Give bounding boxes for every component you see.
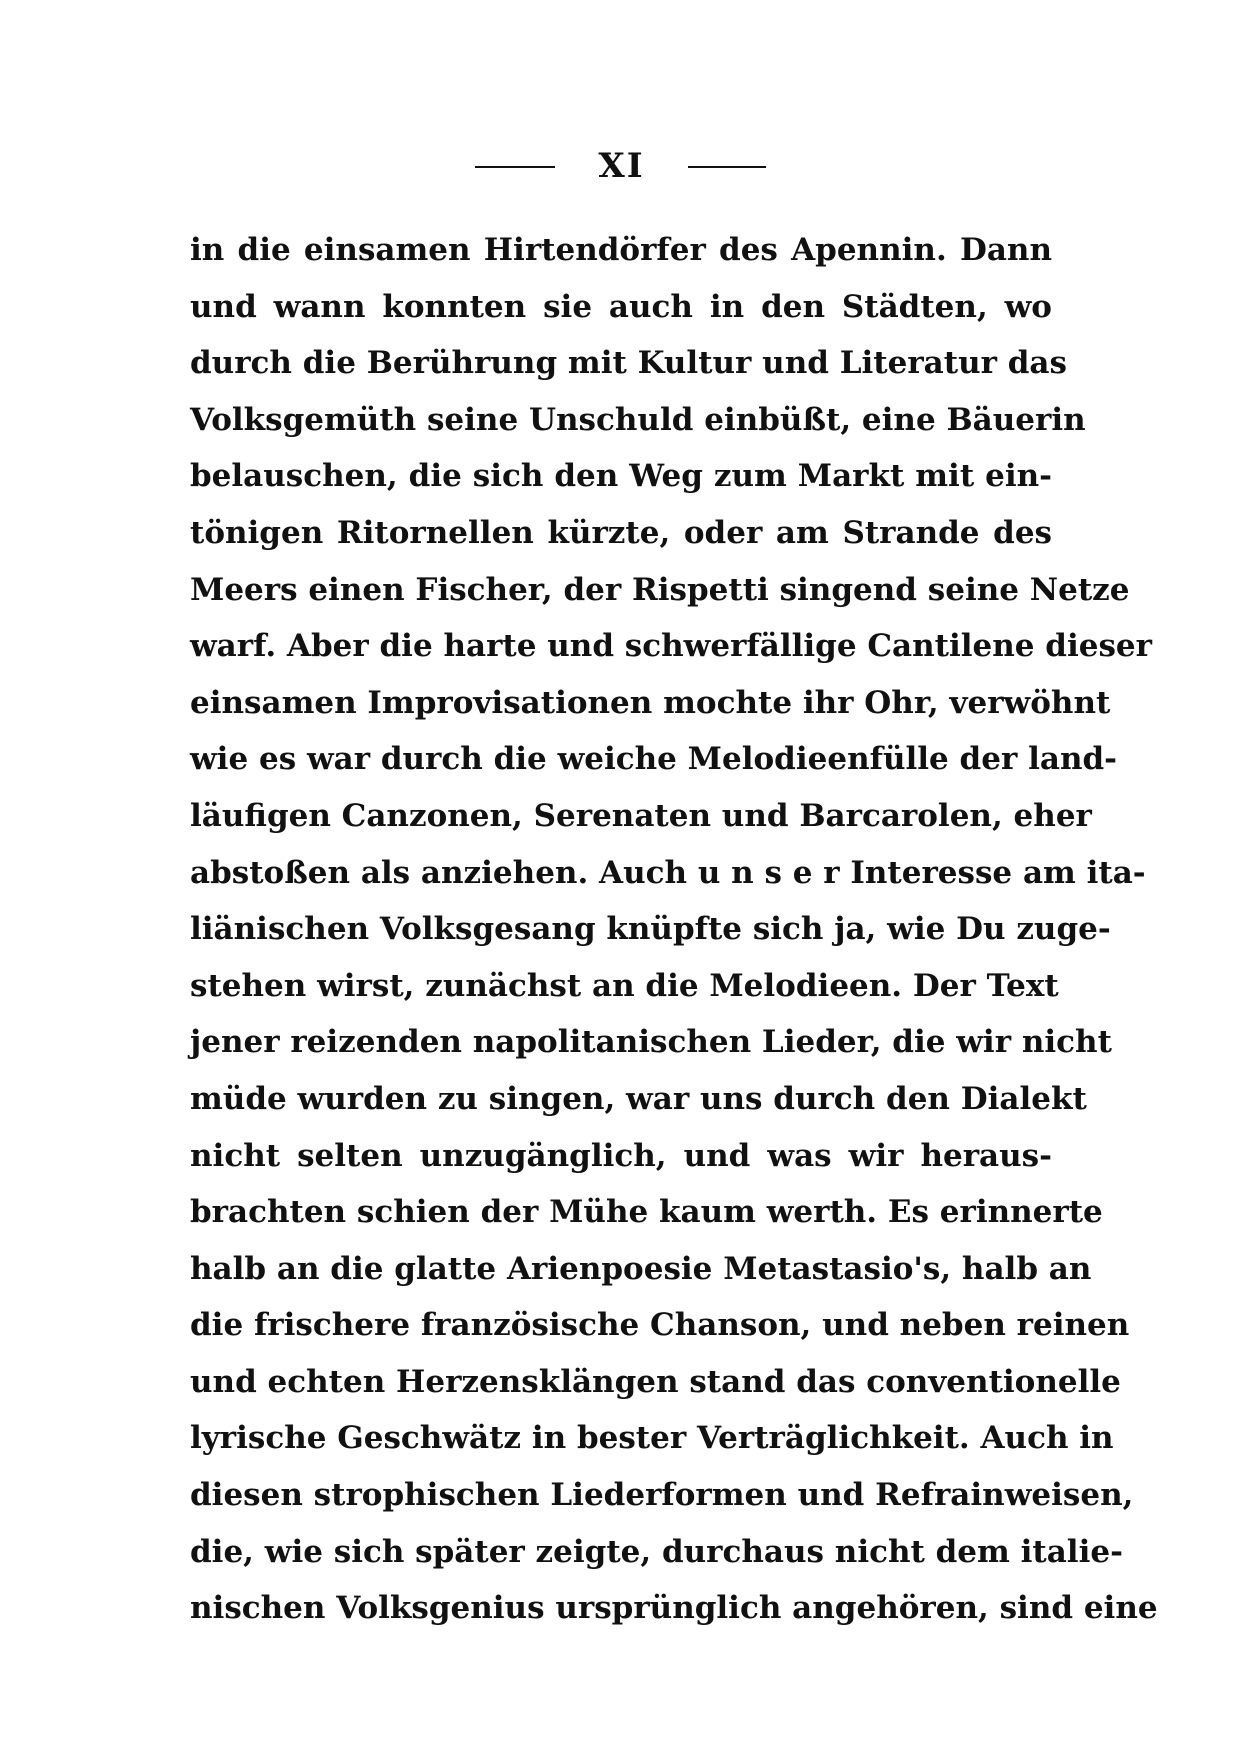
text-line: jener reizenden napolitanischen Lieder, die wir nicht: [190, 1024, 1112, 1061]
text-line: durch die Berührung mit Kultur und Literatur das: [190, 345, 1067, 382]
text-line: und wann konnten sie auch in den Städten, wo: [190, 288, 1052, 325]
text-line: tönigen Ritornellen kürzte, oder am Strande des: [190, 514, 1052, 551]
text-line: einsamen Improvisationen mochte ihr Ohr, verwöhnt: [190, 684, 1111, 721]
text-line: stehen wirst, zunächst an die Melodieen. Der Text: [190, 967, 1059, 1004]
text-line: diesen strophischen Liederformen und Refrainweisen,: [190, 1477, 1134, 1514]
text-line: müde wurden zu singen, war uns durch den Dialekt: [190, 1080, 1087, 1117]
text-line: abstoßen als anziehen. Auch u n s e r Interesse am ita-: [190, 854, 1146, 891]
text-line: lyrische Geschwätz in bester Verträglichkeit. Auch in: [190, 1420, 1114, 1457]
text-line: wie es war durch die weiche Melodieenfülle der land-: [190, 741, 1118, 778]
text-line: in die einsamen Hirtendörfer des Apennin. Dann: [190, 232, 1052, 268]
text-line: läufigen Canzonen, Serenaten und Barcarolen, eher: [190, 797, 1092, 834]
text-line: nicht selten unzugänglich, und was wir heraus-: [190, 1137, 1052, 1174]
text-line: Meers einen Fischer, der Rispetti singend seine Netze: [190, 571, 1130, 608]
text-line: liänischen Volksgesang knüpfte sich ja, wie Du zuge-: [190, 911, 1111, 948]
page-number: XI: [598, 146, 645, 186]
text-line: belauschen, die sich den Weg zum Markt mit ein-: [190, 458, 1052, 495]
text-line: die frischere französische Chanson, und neben reinen: [190, 1307, 1130, 1344]
text-line: brachten schien der Mühe kaum werth. Es erinnerte: [190, 1194, 1103, 1231]
text-line: und echten Herzensklängen stand das conventionelle: [190, 1363, 1121, 1400]
text-line: Volksgemüth seine Unschuld einbüßt, eine Bäuerin: [190, 401, 1086, 438]
text-line: nischen Volksgenius ursprünglich angehören, sind eine: [190, 1590, 1158, 1627]
text-line: warf. Aber die harte und schwerfällige Cantilene dieser: [190, 628, 1152, 665]
header-rule-right: [688, 166, 766, 168]
text-line: die, wie sich später zeigte, durchaus nicht dem italie-: [190, 1533, 1123, 1570]
text-line: halb an die glatte Arienpoesie Metastasio's, halb an: [190, 1250, 1092, 1287]
page-header: [0, 146, 1241, 186]
header-rule-left: [475, 166, 555, 168]
body-text: [190, 222, 1158, 1637]
